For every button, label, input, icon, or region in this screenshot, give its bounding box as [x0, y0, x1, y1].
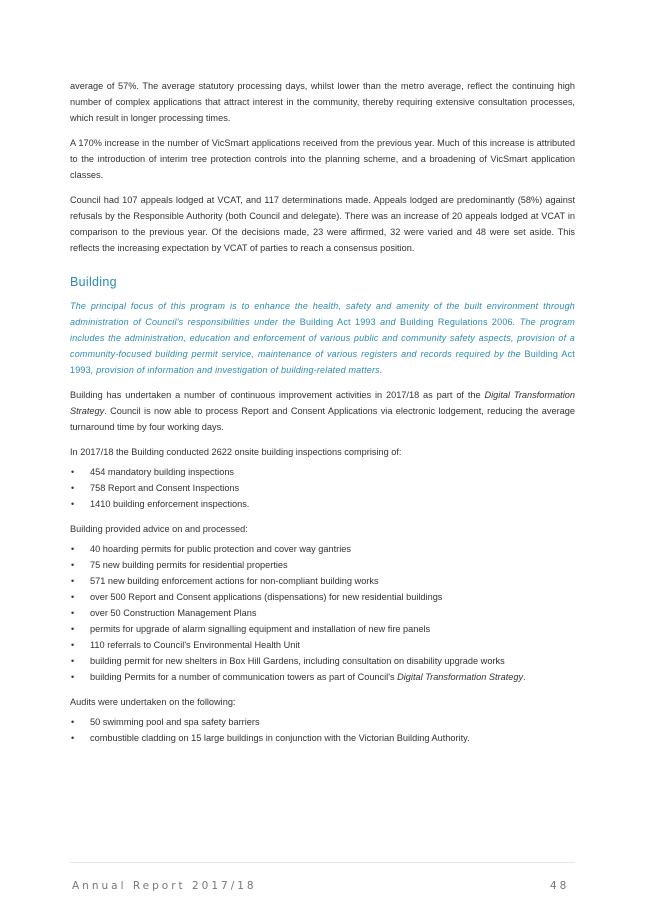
page-number: 48	[550, 880, 570, 892]
bullet-icon: •	[71, 656, 75, 666]
list-item-text: combustible cladding on 15 large buildings in conjunction with the Victorian Building Authority.	[90, 733, 470, 743]
paragraph-vcat-appeals: Council had 107 appeals lodged at VCAT, and 117 determinations made. Appeals lodged are predominantly (58%) against refusals by the Responsible Authority (both Council and delegate). There was an increase of 20 appeals lodged at VCAT in comparison to the previous year. Of the decisions made, 23 were affirmed, 32 were varied and 48 were set aside. This reflects the increasing expectation by VCAT of parties to reach a consensus position.	[70, 195, 575, 253]
footer-divider	[70, 862, 575, 863]
list-item	[70, 464, 575, 480]
bullet-icon: •	[71, 560, 75, 570]
building-intro	[70, 298, 575, 378]
improvement-strategy: Digital Transformation Strategy	[70, 390, 575, 416]
footer-title: Annual Report 2017/18	[72, 880, 257, 892]
bullet-icon: •	[71, 467, 75, 477]
audits-list	[70, 714, 575, 746]
bullet-icon: •	[71, 624, 75, 634]
page-content	[70, 78, 575, 746]
advice-intro: Building provided advice on and processed:	[70, 524, 248, 534]
intro-act-2: Building Act 1993	[70, 349, 575, 375]
bullet-icon: •	[71, 608, 75, 618]
list-item-text: building Permits for a number of communication towers as part of Council's	[90, 672, 398, 682]
improvement-text-1: Building has undertaken a number of continuous improvement activities in 2017/18 as part of the	[70, 390, 485, 400]
intro-regulations: Building Regulations 2006	[400, 317, 513, 327]
list-item	[70, 669, 575, 685]
list-item	[70, 573, 575, 589]
list-item-text-end: .	[523, 672, 526, 682]
list-item	[70, 637, 575, 653]
bullet-icon: •	[71, 483, 75, 493]
intro-text-2: . The program includes the administration, education and enforcement of various public and community safety aspects, provision of a community-focused building permit service, maintenance of various registers and records required by the	[70, 317, 575, 359]
list-item	[70, 653, 575, 669]
list-item	[70, 730, 575, 746]
list-item-text: 40 hoarding permits for public protection and cover way gantries	[90, 544, 351, 554]
list-item-text: 50 swimming pool and spa safety barriers	[90, 717, 260, 727]
audits-intro: Audits were undertaken on the following:	[70, 697, 236, 707]
bullet-icon: •	[71, 576, 75, 586]
list-item-text: building permit for new shelters in Box Hill Gardens, including consultation on disability upgrade works	[90, 656, 505, 666]
paragraph-improvement	[70, 387, 575, 435]
intro-text-1: The principal focus of this program is to enhance the health, safety and amenity of the built environment through administration of Council's responsibilities under the	[70, 301, 575, 327]
intro-act-1: Building Act 1993	[299, 317, 376, 327]
list-item	[70, 557, 575, 573]
list-item	[70, 496, 575, 512]
list-item	[70, 621, 575, 637]
bullet-icon: •	[71, 592, 75, 602]
list-item-text: 758 Report and Consent Inspections	[90, 483, 240, 493]
paragraph-processing-days: average of 57%. The average statutory processing days, whilst lower than the metro average, reflect the continuing high number of complex applications that attract interest in the community, thereby requiring extensive consultation processes, which result in longer processing times.	[70, 81, 575, 123]
list-item-text: 110 referrals to Council's Environmental Health Unit	[90, 640, 300, 650]
bullet-icon: •	[71, 717, 75, 727]
bullet-icon: •	[71, 544, 75, 554]
bullet-icon: •	[71, 733, 75, 743]
list-item-text: 571 new building enforcement actions for non-compliant building works	[90, 576, 379, 586]
intro-and: and	[375, 317, 401, 327]
improvement-text-2: . Council is now able to process Report and Consent Applications via electronic lodgement, reducing the average turnaround time by four working days.	[70, 406, 575, 432]
inspections-intro: In 2017/18 the Building conducted 2622 onsite building inspections comprising of:	[70, 447, 402, 457]
inspections-list	[70, 464, 575, 512]
list-item	[70, 605, 575, 621]
list-item-text: permits for upgrade of alarm signalling equipment and installation of new fire panels	[90, 624, 431, 634]
list-item-text: over 500 Report and Consent applications (dispensations) for new residential buildings	[90, 592, 443, 602]
list-item-text: 75 new building permits for residential properties	[90, 560, 288, 570]
bullet-icon: •	[71, 672, 75, 682]
section-heading-building: Building	[70, 275, 117, 289]
intro-text-3: , provision of information and investigation of building-related matters.	[90, 365, 383, 375]
list-item-strategy: Digital Transformation Strategy	[397, 672, 524, 682]
list-item-text: over 50 Construction Management Plans	[90, 608, 257, 618]
list-item-text: 454 mandatory building inspections	[90, 467, 235, 477]
list-item-text: 1410 building enforcement inspections.	[90, 499, 250, 509]
list-item	[70, 714, 575, 730]
paragraph-vicsmart: A 170% increase in the number of VicSmart applications received from the previous year. Much of this increase is attributed to the introduction of interim tree protection controls into the planning scheme, and a broadening of VicSmart application classes.	[70, 138, 575, 180]
bullet-icon: •	[71, 640, 75, 650]
bullet-icon: •	[71, 499, 75, 509]
advice-list	[70, 541, 575, 685]
list-item	[70, 541, 575, 557]
list-item	[70, 480, 575, 496]
list-item	[70, 589, 575, 605]
